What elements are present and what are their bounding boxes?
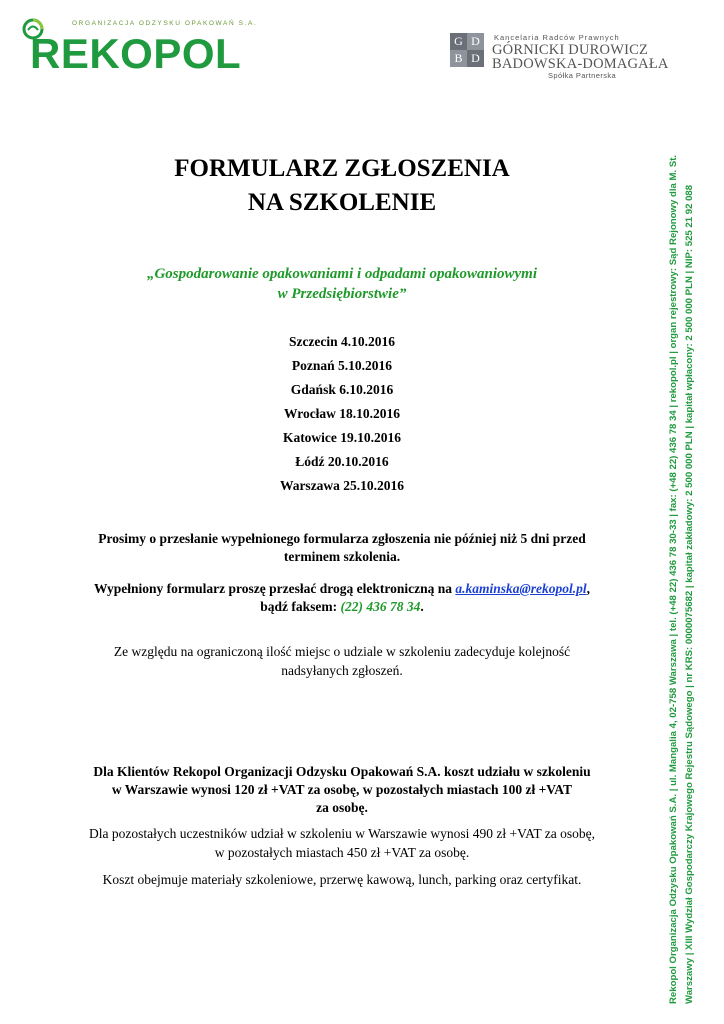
submission-paragraph — [40, 580, 644, 616]
title-line1: FORMULARZ ZGŁOSZENIA — [174, 155, 510, 182]
deadline-paragraph — [40, 530, 644, 566]
cost-includes-line: Koszt obejmuje materiały szkoleniowe, przerwę kawową, lunch, parking oraz certyfikat. — [102, 872, 582, 887]
gdbd-letter: B — [450, 50, 467, 67]
gdbd-letter: D — [467, 33, 484, 50]
client-price-line3: za osobę. — [316, 800, 368, 815]
cost-includes-paragraph — [40, 870, 644, 889]
date-item: Wrocław 18.10.2016 — [283, 406, 401, 421]
course-line2: w Przedsiębiorstwie” — [277, 286, 407, 302]
course-name — [40, 264, 644, 304]
deadline-line1: Prosimy o przesłanie wypełnionego formularza zgłoszenia nie później niż 5 dni przed — [98, 531, 586, 546]
rekopol-brand: REKOPOL — [30, 30, 242, 77]
company-info-line1: Rekopol Organizacja Odzysku Opakowań S.A. | ul. Mangalia 4, 02-758 Warszawa | tel. (+48 22) 436 78 30-33 | fax: (+48 22) 436 78 34 | rekopol.pl | organ rejestrowy: Sąd Rejonowy dla M. St. — [668, 154, 679, 1004]
gdbd-kancelaria: Kancelaria Radców Prawnych — [494, 33, 620, 42]
gdbd-logo — [450, 33, 669, 85]
submission-comma: , — [586, 581, 590, 596]
client-price-line1: Dla Klientów Rekopol Organizacji Odzysku Opakowań S.A. koszt udziału w szkoleniu — [93, 764, 591, 779]
limited-seats-paragraph — [40, 642, 644, 680]
course-line1: „Gospodarowanie opakowaniami i odpadami opakowaniowymi — [146, 266, 538, 282]
company-info-line2: Warszawy | XIII Wydział Gospodarczy Krajowego Rejestru Sądowego | nr KRS: 0000075682 | kapitał zakładowy: 2 500 000 PLN | kapitał wpłacony: 2 500 000 PLN | NIP: 525 21 92 088 — [684, 184, 695, 1004]
submission-prefix: Wypełniony formularz proszę przesłać drogą elektroniczną na — [94, 581, 456, 596]
other-price-paragraph — [40, 824, 644, 862]
gdbd-letter: G — [450, 33, 467, 50]
submission-line2 — [40, 598, 644, 616]
gdbd-name-line2: BADOWSKA-DOMAGAŁA — [492, 56, 669, 72]
email-link[interactable]: a.kaminska@rekopol.pl — [455, 581, 587, 596]
date-item: Łódź 20.10.2016 — [295, 454, 389, 469]
submission-line1 — [40, 580, 644, 598]
gdbd-name-line1: GÓRNICKI DUROWICZ — [492, 42, 649, 58]
title-line2: NA SZKOLENIE — [247, 189, 437, 216]
gdbd-spolka: Spółka Partnerska — [548, 71, 617, 80]
date-item: Poznań 5.10.2016 — [291, 358, 393, 373]
fax-end: . — [420, 599, 424, 614]
limited-seats-line1: Ze względu na ograniczoną ilość miejsc o udziale w szkoleniu zadecyduje kolejność — [113, 644, 571, 659]
rekopol-logo — [22, 16, 258, 78]
date-item: Warszawa 25.10.2016 — [279, 478, 405, 493]
client-price-line2: w Warszawie wynosi 120 zł +VAT za osobę, w pozostałych miastach 100 zł +VAT — [111, 782, 573, 797]
date-item: Gdańsk 6.10.2016 — [290, 382, 394, 397]
client-price-paragraph — [40, 763, 644, 817]
rekopol-org-text: ORGANIZACJA ODZYSKU OPAKOWAŃ S.A. — [72, 20, 258, 27]
date-item: Katowice 19.10.2016 — [282, 430, 402, 445]
company-info-strip — [666, 14, 710, 1004]
other-price-line2: w pozostałych miastach 450 zł +VAT za osobę. — [214, 845, 470, 860]
date-item: Szczecin 4.10.2016 — [288, 334, 396, 349]
page-title — [40, 152, 644, 220]
dates-list — [40, 334, 644, 502]
other-price-line1: Dla pozostałych uczestników udział w szkoleniu w Warszawie wynosi 490 zł +VAT za osobę, — [89, 826, 595, 841]
gdbd-monogram — [450, 33, 484, 67]
fax-prefix: bądź faksem: — [260, 599, 341, 614]
fax-number: (22) 436 78 34 — [340, 599, 421, 614]
deadline-line2: terminem szkolenia. — [283, 549, 401, 564]
limited-seats-line2: nadsyłanych zgłoszeń. — [281, 663, 403, 678]
gdbd-letter: D — [467, 50, 484, 67]
